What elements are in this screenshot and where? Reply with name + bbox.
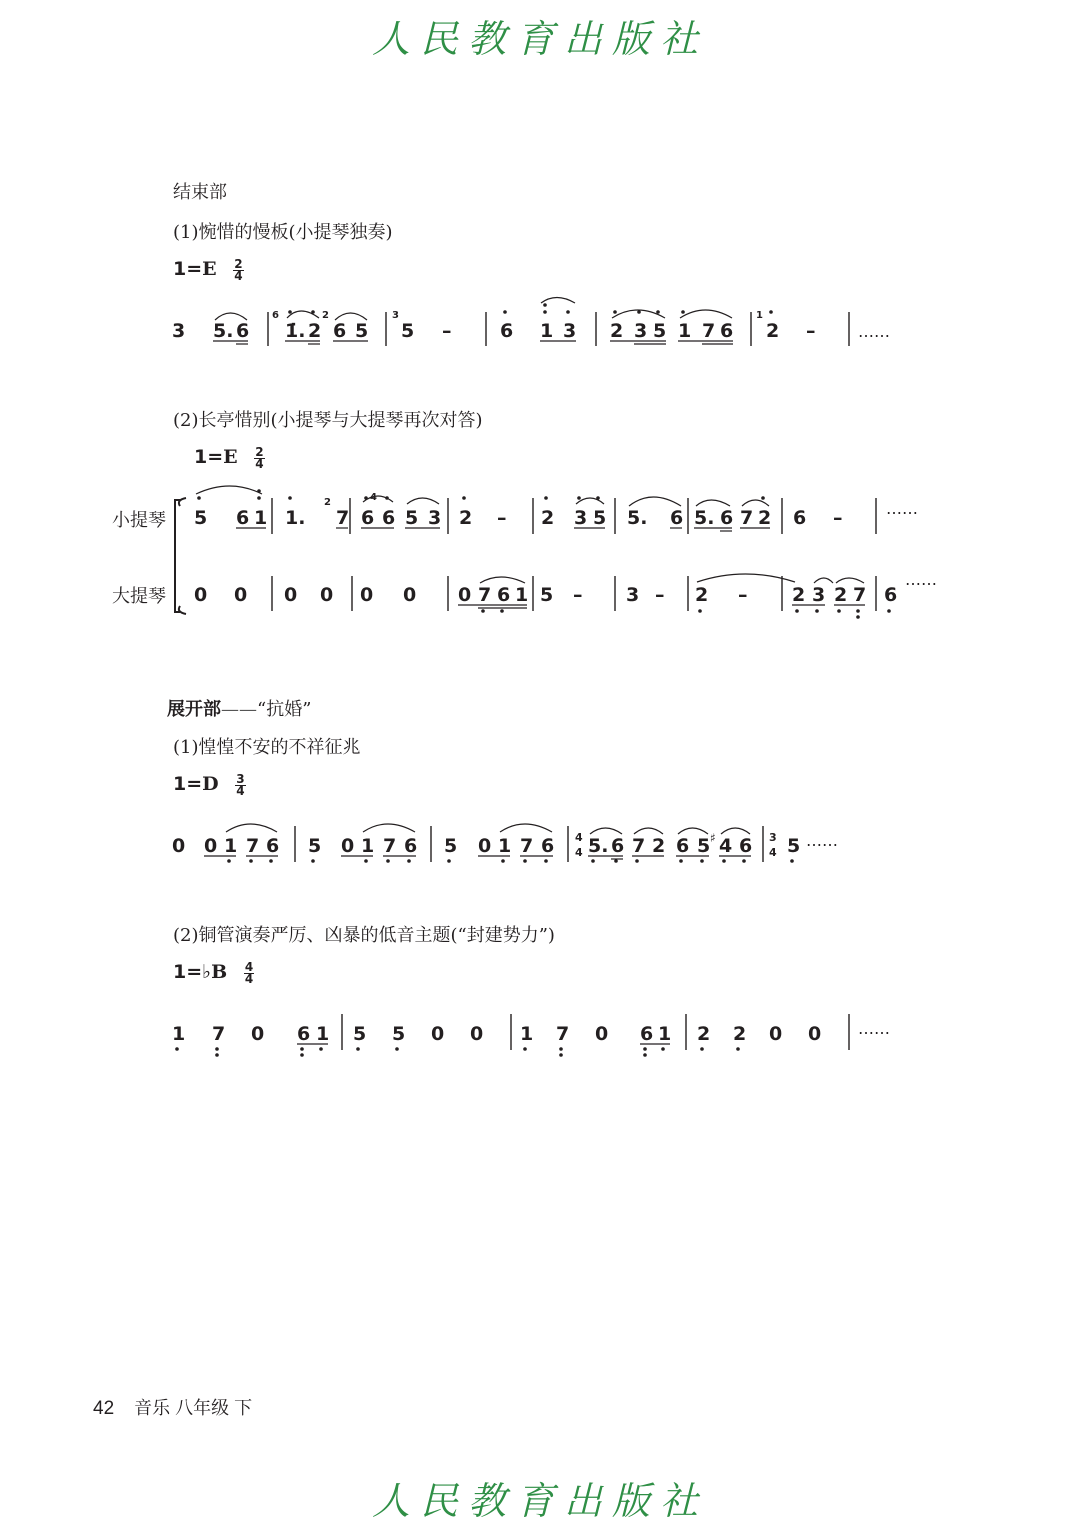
svg-text:0: 0 bbox=[234, 584, 248, 606]
svg-text:3: 3 bbox=[812, 584, 826, 606]
svg-text:2: 2 bbox=[834, 584, 848, 606]
time-signature: $\frac{4}{4}$ bbox=[244, 959, 254, 986]
melody-line-development-part1 bbox=[172, 831, 838, 859]
svg-text:5: 5 bbox=[405, 507, 419, 529]
svg-text:7: 7 bbox=[740, 507, 754, 529]
svg-text:2: 2 bbox=[697, 1023, 711, 1045]
svg-text:1: 1 bbox=[254, 507, 268, 529]
svg-text:–: – bbox=[738, 584, 748, 606]
svg-text:7: 7 bbox=[632, 835, 646, 857]
svg-text:1: 1 bbox=[361, 835, 375, 857]
svg-text:6: 6 bbox=[793, 507, 807, 529]
svg-text:3: 3 bbox=[172, 320, 186, 342]
svg-text:7: 7 bbox=[853, 584, 867, 606]
svg-text:0: 0 bbox=[204, 835, 218, 857]
svg-text:3: 3 bbox=[428, 507, 442, 529]
caption-ending-part2: (2)长亭惜别(小提琴与大提琴再次对答) bbox=[173, 410, 483, 431]
svg-text:5: 5 bbox=[401, 320, 415, 342]
svg-text:0: 0 bbox=[403, 584, 417, 606]
time-signature: $\frac{2}{4}$ bbox=[234, 256, 243, 283]
svg-text:1: 1 bbox=[678, 320, 692, 342]
publisher-logo-top: 人民教育出版社 bbox=[371, 17, 708, 61]
svg-text:0: 0 bbox=[470, 1023, 484, 1045]
svg-text:–: – bbox=[497, 507, 507, 529]
svg-text:0: 0 bbox=[320, 584, 334, 606]
octave-dots-violin bbox=[197, 489, 765, 500]
svg-text:2: 2 bbox=[695, 584, 709, 606]
key-signature-ending-part1: 1=E $\frac{2}{4}$ bbox=[173, 256, 243, 283]
svg-text:6: 6 bbox=[236, 320, 250, 342]
key-signature-development-part2: 1=♭B $\frac{4}{4}$ bbox=[173, 959, 254, 986]
svg-text:2: 2 bbox=[322, 310, 329, 321]
continuation-ellipsis: …… bbox=[858, 1019, 890, 1038]
svg-text:♯: ♯ bbox=[710, 831, 716, 845]
continuation-ellipsis: …… bbox=[858, 322, 890, 341]
svg-text:0: 0 bbox=[341, 835, 355, 857]
svg-text:5.: 5. bbox=[627, 507, 648, 529]
caption-ending-part1: (1)惋惜的慢板(小提琴独奏) bbox=[173, 222, 393, 243]
section-heading-ending: 结束部 bbox=[173, 182, 227, 203]
svg-text:4: 4 bbox=[370, 492, 377, 503]
svg-text:6: 6 bbox=[404, 835, 418, 857]
svg-text:0: 0 bbox=[251, 1023, 265, 1045]
svg-text:1: 1 bbox=[224, 835, 238, 857]
svg-text:0: 0 bbox=[808, 1023, 822, 1045]
svg-text:5.: 5. bbox=[588, 835, 609, 857]
svg-text:4: 4 bbox=[769, 846, 777, 859]
svg-text:3: 3 bbox=[392, 310, 399, 321]
svg-text:–: – bbox=[442, 320, 452, 342]
slurs-development-part1 bbox=[226, 824, 750, 834]
svg-text:6: 6 bbox=[640, 1023, 654, 1045]
slurs-violin bbox=[196, 486, 769, 506]
octave-dots-development-part2 bbox=[175, 1047, 740, 1057]
violin-label: 小提琴 bbox=[112, 510, 166, 531]
svg-text:5.: 5. bbox=[694, 507, 715, 529]
svg-text:5: 5 bbox=[697, 835, 711, 857]
heading-dash: —— bbox=[221, 699, 257, 720]
svg-text:7: 7 bbox=[556, 1023, 570, 1045]
caption-development-part1: (1)惶惶不安的不祥征兆 bbox=[173, 737, 361, 758]
svg-text:2: 2 bbox=[758, 507, 772, 529]
svg-text:0: 0 bbox=[458, 584, 472, 606]
cello-line bbox=[194, 570, 937, 606]
cello-label: 大提琴 bbox=[112, 586, 166, 607]
svg-text:2: 2 bbox=[610, 320, 624, 342]
violin-line bbox=[194, 492, 918, 529]
svg-text:6: 6 bbox=[333, 320, 347, 342]
svg-text:5: 5 bbox=[787, 835, 801, 857]
svg-text:6: 6 bbox=[670, 507, 684, 529]
svg-text:0: 0 bbox=[194, 584, 208, 606]
melody-line-development-part2 bbox=[172, 1019, 890, 1045]
svg-text:3: 3 bbox=[563, 320, 577, 342]
svg-text:0: 0 bbox=[431, 1023, 445, 1045]
svg-text:5: 5 bbox=[653, 320, 667, 342]
svg-text:5: 5 bbox=[353, 1023, 367, 1045]
continuation-ellipsis: …… bbox=[886, 499, 918, 518]
svg-text:6: 6 bbox=[266, 835, 280, 857]
svg-text:1: 1 bbox=[172, 1023, 186, 1045]
page-footer bbox=[93, 1394, 252, 1420]
svg-text:0: 0 bbox=[172, 835, 186, 857]
key-signature-ending-part2: 1=E $\frac{2}{4}$ bbox=[194, 444, 264, 471]
svg-text:2: 2 bbox=[324, 497, 331, 508]
key-signature-development-part1: 1=D $\frac{3}{4}$ bbox=[173, 771, 245, 798]
svg-text:6: 6 bbox=[361, 507, 375, 529]
continuation-ellipsis: …… bbox=[905, 570, 937, 589]
svg-text:2: 2 bbox=[652, 835, 666, 857]
svg-text:6: 6 bbox=[500, 320, 514, 342]
svg-text:–: – bbox=[833, 507, 843, 529]
svg-text:7: 7 bbox=[702, 320, 716, 342]
page-number: 42 bbox=[93, 1398, 115, 1419]
svg-text:1: 1 bbox=[756, 310, 763, 321]
svg-text:1: 1 bbox=[540, 320, 554, 342]
svg-text:1.: 1. bbox=[285, 507, 306, 529]
svg-text:2: 2 bbox=[541, 507, 555, 529]
svg-text:6: 6 bbox=[676, 835, 690, 857]
svg-text:6: 6 bbox=[611, 835, 625, 857]
svg-text:1: 1 bbox=[520, 1023, 534, 1045]
svg-text:7: 7 bbox=[336, 507, 350, 529]
svg-text:5: 5 bbox=[392, 1023, 406, 1045]
svg-text:7: 7 bbox=[520, 835, 534, 857]
slurs-ending-part1 bbox=[215, 298, 732, 321]
svg-text:4: 4 bbox=[719, 835, 733, 857]
svg-text:2: 2 bbox=[459, 507, 473, 529]
svg-text:6: 6 bbox=[884, 584, 898, 606]
svg-text:4: 4 bbox=[575, 831, 583, 844]
svg-text:6: 6 bbox=[272, 310, 279, 321]
octave-dots-ending-part1 bbox=[288, 303, 773, 314]
svg-text:5: 5 bbox=[194, 507, 208, 529]
svg-text:0: 0 bbox=[360, 584, 374, 606]
svg-text:5: 5 bbox=[540, 584, 554, 606]
svg-text:–: – bbox=[573, 584, 583, 606]
svg-text:2: 2 bbox=[308, 320, 322, 342]
slurs-cello bbox=[480, 574, 864, 583]
svg-text:6: 6 bbox=[720, 320, 734, 342]
octave-dots-development-part1 bbox=[227, 859, 794, 863]
svg-text:2: 2 bbox=[733, 1023, 747, 1045]
book-title: 音乐 八年级 下 bbox=[134, 1398, 253, 1418]
svg-text:1̇.: 1̇. bbox=[285, 320, 306, 342]
svg-text:6: 6 bbox=[497, 584, 511, 606]
time-signature: $\frac{3}{4}$ bbox=[236, 771, 245, 798]
svg-text:6: 6 bbox=[720, 507, 734, 529]
caption-development-part2: (2)铜管演奏严厉、凶暴的低音主题(“封建势力”) bbox=[173, 925, 555, 946]
svg-text:3: 3 bbox=[634, 320, 648, 342]
svg-text:2: 2 bbox=[766, 320, 780, 342]
staff-bracket bbox=[175, 498, 186, 614]
svg-text:1: 1 bbox=[515, 584, 529, 606]
continuation-ellipsis: …… bbox=[806, 831, 838, 850]
svg-text:4: 4 bbox=[575, 846, 583, 859]
publisher-logo-bottom: 人民教育出版社 bbox=[371, 1479, 708, 1523]
svg-text:–: – bbox=[806, 320, 816, 342]
svg-text:7: 7 bbox=[478, 584, 492, 606]
svg-text:1: 1 bbox=[316, 1023, 330, 1045]
svg-text:7: 7 bbox=[383, 835, 397, 857]
svg-text:0: 0 bbox=[769, 1023, 783, 1045]
underlines-ending-part1 bbox=[213, 341, 733, 344]
svg-text:0: 0 bbox=[284, 584, 298, 606]
svg-text:1: 1 bbox=[498, 835, 512, 857]
svg-text:6: 6 bbox=[382, 507, 396, 529]
svg-text:6: 6 bbox=[297, 1023, 311, 1045]
svg-text:3: 3 bbox=[626, 584, 640, 606]
svg-text:3: 3 bbox=[769, 831, 777, 844]
svg-text:5.: 5. bbox=[213, 320, 234, 342]
svg-text:0: 0 bbox=[478, 835, 492, 857]
svg-text:7: 7 bbox=[212, 1023, 226, 1045]
svg-text:2: 2 bbox=[792, 584, 806, 606]
svg-text:3: 3 bbox=[574, 507, 588, 529]
svg-text:6: 6 bbox=[236, 507, 250, 529]
svg-text:7: 7 bbox=[246, 835, 260, 857]
svg-text:0: 0 bbox=[595, 1023, 609, 1045]
svg-text:5: 5 bbox=[308, 835, 322, 857]
svg-text:–: – bbox=[655, 584, 665, 606]
octave-dots-cello bbox=[481, 609, 891, 619]
svg-text:5: 5 bbox=[593, 507, 607, 529]
svg-text:5: 5 bbox=[444, 835, 458, 857]
svg-text:1: 1 bbox=[658, 1023, 672, 1045]
time-signature: $\frac{2}{4}$ bbox=[255, 444, 264, 471]
development-subtitle: “抗婚” bbox=[257, 699, 312, 720]
svg-text:6: 6 bbox=[541, 835, 555, 857]
melody-line-ending-part1 bbox=[172, 310, 890, 342]
svg-text:5: 5 bbox=[355, 320, 369, 342]
svg-text:6: 6 bbox=[739, 835, 753, 857]
development-title: 展开部 bbox=[167, 699, 221, 720]
